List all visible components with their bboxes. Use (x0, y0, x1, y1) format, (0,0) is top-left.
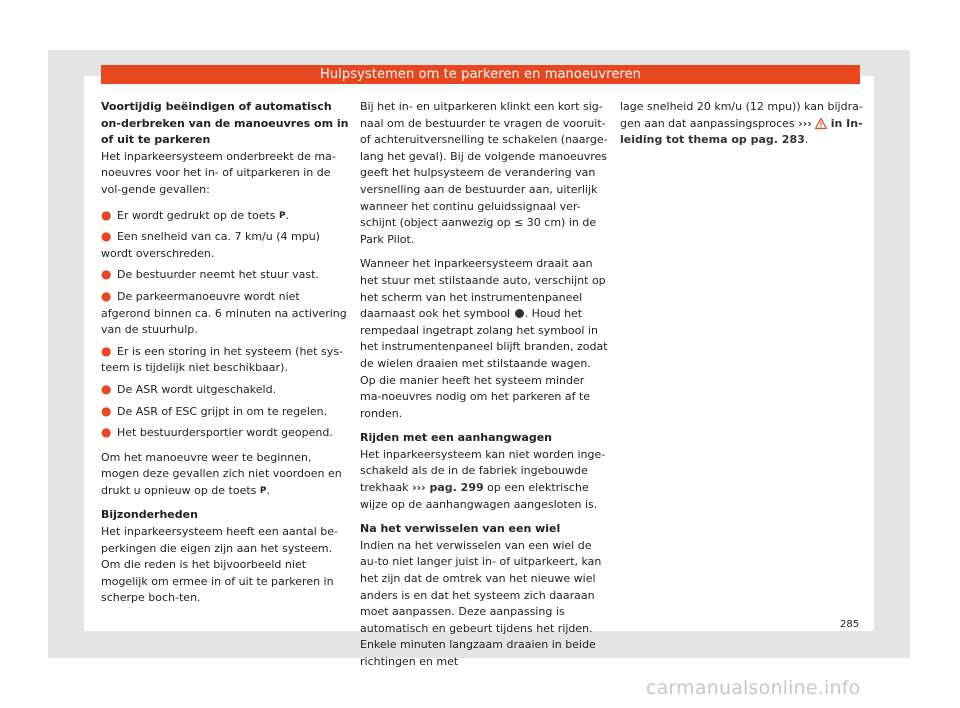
list-item: ● Een snelheid van ca. 7 km/u (4 mpu) wordt overschreden. (101, 229, 320, 260)
list-item: ● Er is een storing in het systeem (het sys-teem is tijdelijk niet beschikbaar). (101, 343, 343, 375)
column-3 (620, 99, 868, 157)
paragraph-continuation: lage snelheid 20 km/u (12 mpu)) kan bijdra-gen aan dat aanpassingsproces ››› in In-leiding tot thema op pag. 283. (620, 100, 863, 147)
bullet-icon: ● (101, 425, 112, 440)
bullet-icon: ● (101, 288, 112, 303)
intro-reference-link[interactable]: in In-leiding tot thema op pag. 283 (620, 116, 863, 147)
page-number: 285 (840, 619, 860, 630)
reference-arrow: ››› (798, 116, 812, 130)
bullet-icon: ● (101, 343, 112, 358)
paragraph-signal: Bij het in- en uitparkeren klinkt een kort sig-naal om de bestuurder te vragen de vooruit- of achteruitversnelling te schakelen (naarge-lang het geval). Bij de volgende manoeuvres geeft het hulpsysteem de verandering van versnelling aan de bestuurder aan, uiterlijk wanneer het continu geluidssignaal ver-schijnt (object aanwezig op ≤ 30 cm) in de Park Pilot. (360, 100, 608, 246)
list-item: ● De bestuurder neemt het stuur vast. (101, 267, 319, 282)
column-1 (101, 99, 349, 615)
list-item: ● Het bestuurdersportier wordt geopend. (101, 425, 333, 440)
paragraph-wheel-change: Indien na het verwisselen van een wiel de au-to niet langer juist in- of uitparkeert, kan het zijn dat de omtrek van het nieuwe wiel anders is en dat het systeem zich daaraan moet aanpassen. Deze aanpassing is automatisch en gebeurt tijdens het rijden. Enkele minuten langzaam draaien in beide richtingen en met (360, 538, 602, 668)
interrupt-list (101, 207, 349, 442)
heading-details: Bijzonderheden (101, 508, 198, 522)
list-item: ● De ASR of ESC grijpt in om te regelen. (101, 403, 328, 418)
list-item: ● Er wordt gedrukt op de toets P. (101, 207, 290, 222)
paragraph-symbol: Wanneer het inparkeersysteem draait aan het stuur met stilstaande auto, verschijnt op het scherm van het instrumentenpaneel daarnaast ook het symbool . Houd het rempedaal ingetrapt zolang het symbool in het instrumentenpaneel blijft branden, zodat de wielen draaien met stilstaande wagen. Op die manier heeft het systeem minder ma-noeuvres nodig om het parkeren af te ronden. (360, 257, 608, 420)
bullet-icon: ● (101, 403, 112, 418)
column-2 (360, 99, 608, 679)
park-assist-button-icon: P (279, 210, 286, 221)
paragraph-trailer: Het inparkeersysteem kan niet worden inge-schakeld als de in de fabriek ingebouwde trekhaak ››› pag. 299 op een elektrische wijze op de aanhangwagen aangesloten is. (360, 447, 606, 511)
heading-wheel-change: Na het verwisselen van een wiel (360, 522, 561, 536)
watermark: carmanualsonline.info (646, 677, 861, 699)
list-item: ● De ASR wordt uitgeschakeld. (101, 381, 277, 396)
page-reference-link[interactable]: ››› pag. 299 (412, 481, 484, 495)
paragraph-details: Het inparkeersysteem heeft een aantal be-perkingen die eigen zijn aan het systeem. Om die reden is het bijvoorbeeld niet mogelijk om ermee in of uit te parkeren in scherpe boch-ten. (101, 525, 338, 605)
park-assist-button-icon: P (259, 485, 267, 496)
list-item: ● De parkeermanoeuvre wordt niet afgerond binnen ca. 6 minuten na activering van de stuurhulp. (101, 288, 347, 337)
paragraph-restart: Om het manoeuvre weer te beginnen, mogen deze gevallen zich niet voordoen en drukt u opnieuw op de toets P. (101, 450, 342, 497)
bullet-icon: ● (101, 267, 112, 282)
steering-symbol-icon (515, 309, 524, 318)
bullet-icon: ● (101, 381, 112, 396)
warning-triangle-icon (815, 117, 827, 130)
paragraph-intro: Het inparkeersysteem onderbreekt de ma-noeuvres voor het in- of uitparkeren in de vol-gende gevallen: (101, 149, 336, 196)
heading-trailer: Rijden met een aanhangwagen (360, 431, 552, 445)
heading-interrupt: Voortijdig beëindigen of automatisch on-derbreken van de manoeuvres om in of uit te parkeren (101, 100, 349, 147)
bullet-icon: ● (101, 207, 112, 222)
bullet-icon: ● (101, 229, 112, 244)
section-header: Hulpsystemen om te parkeren en manoeuvreren (101, 65, 860, 84)
